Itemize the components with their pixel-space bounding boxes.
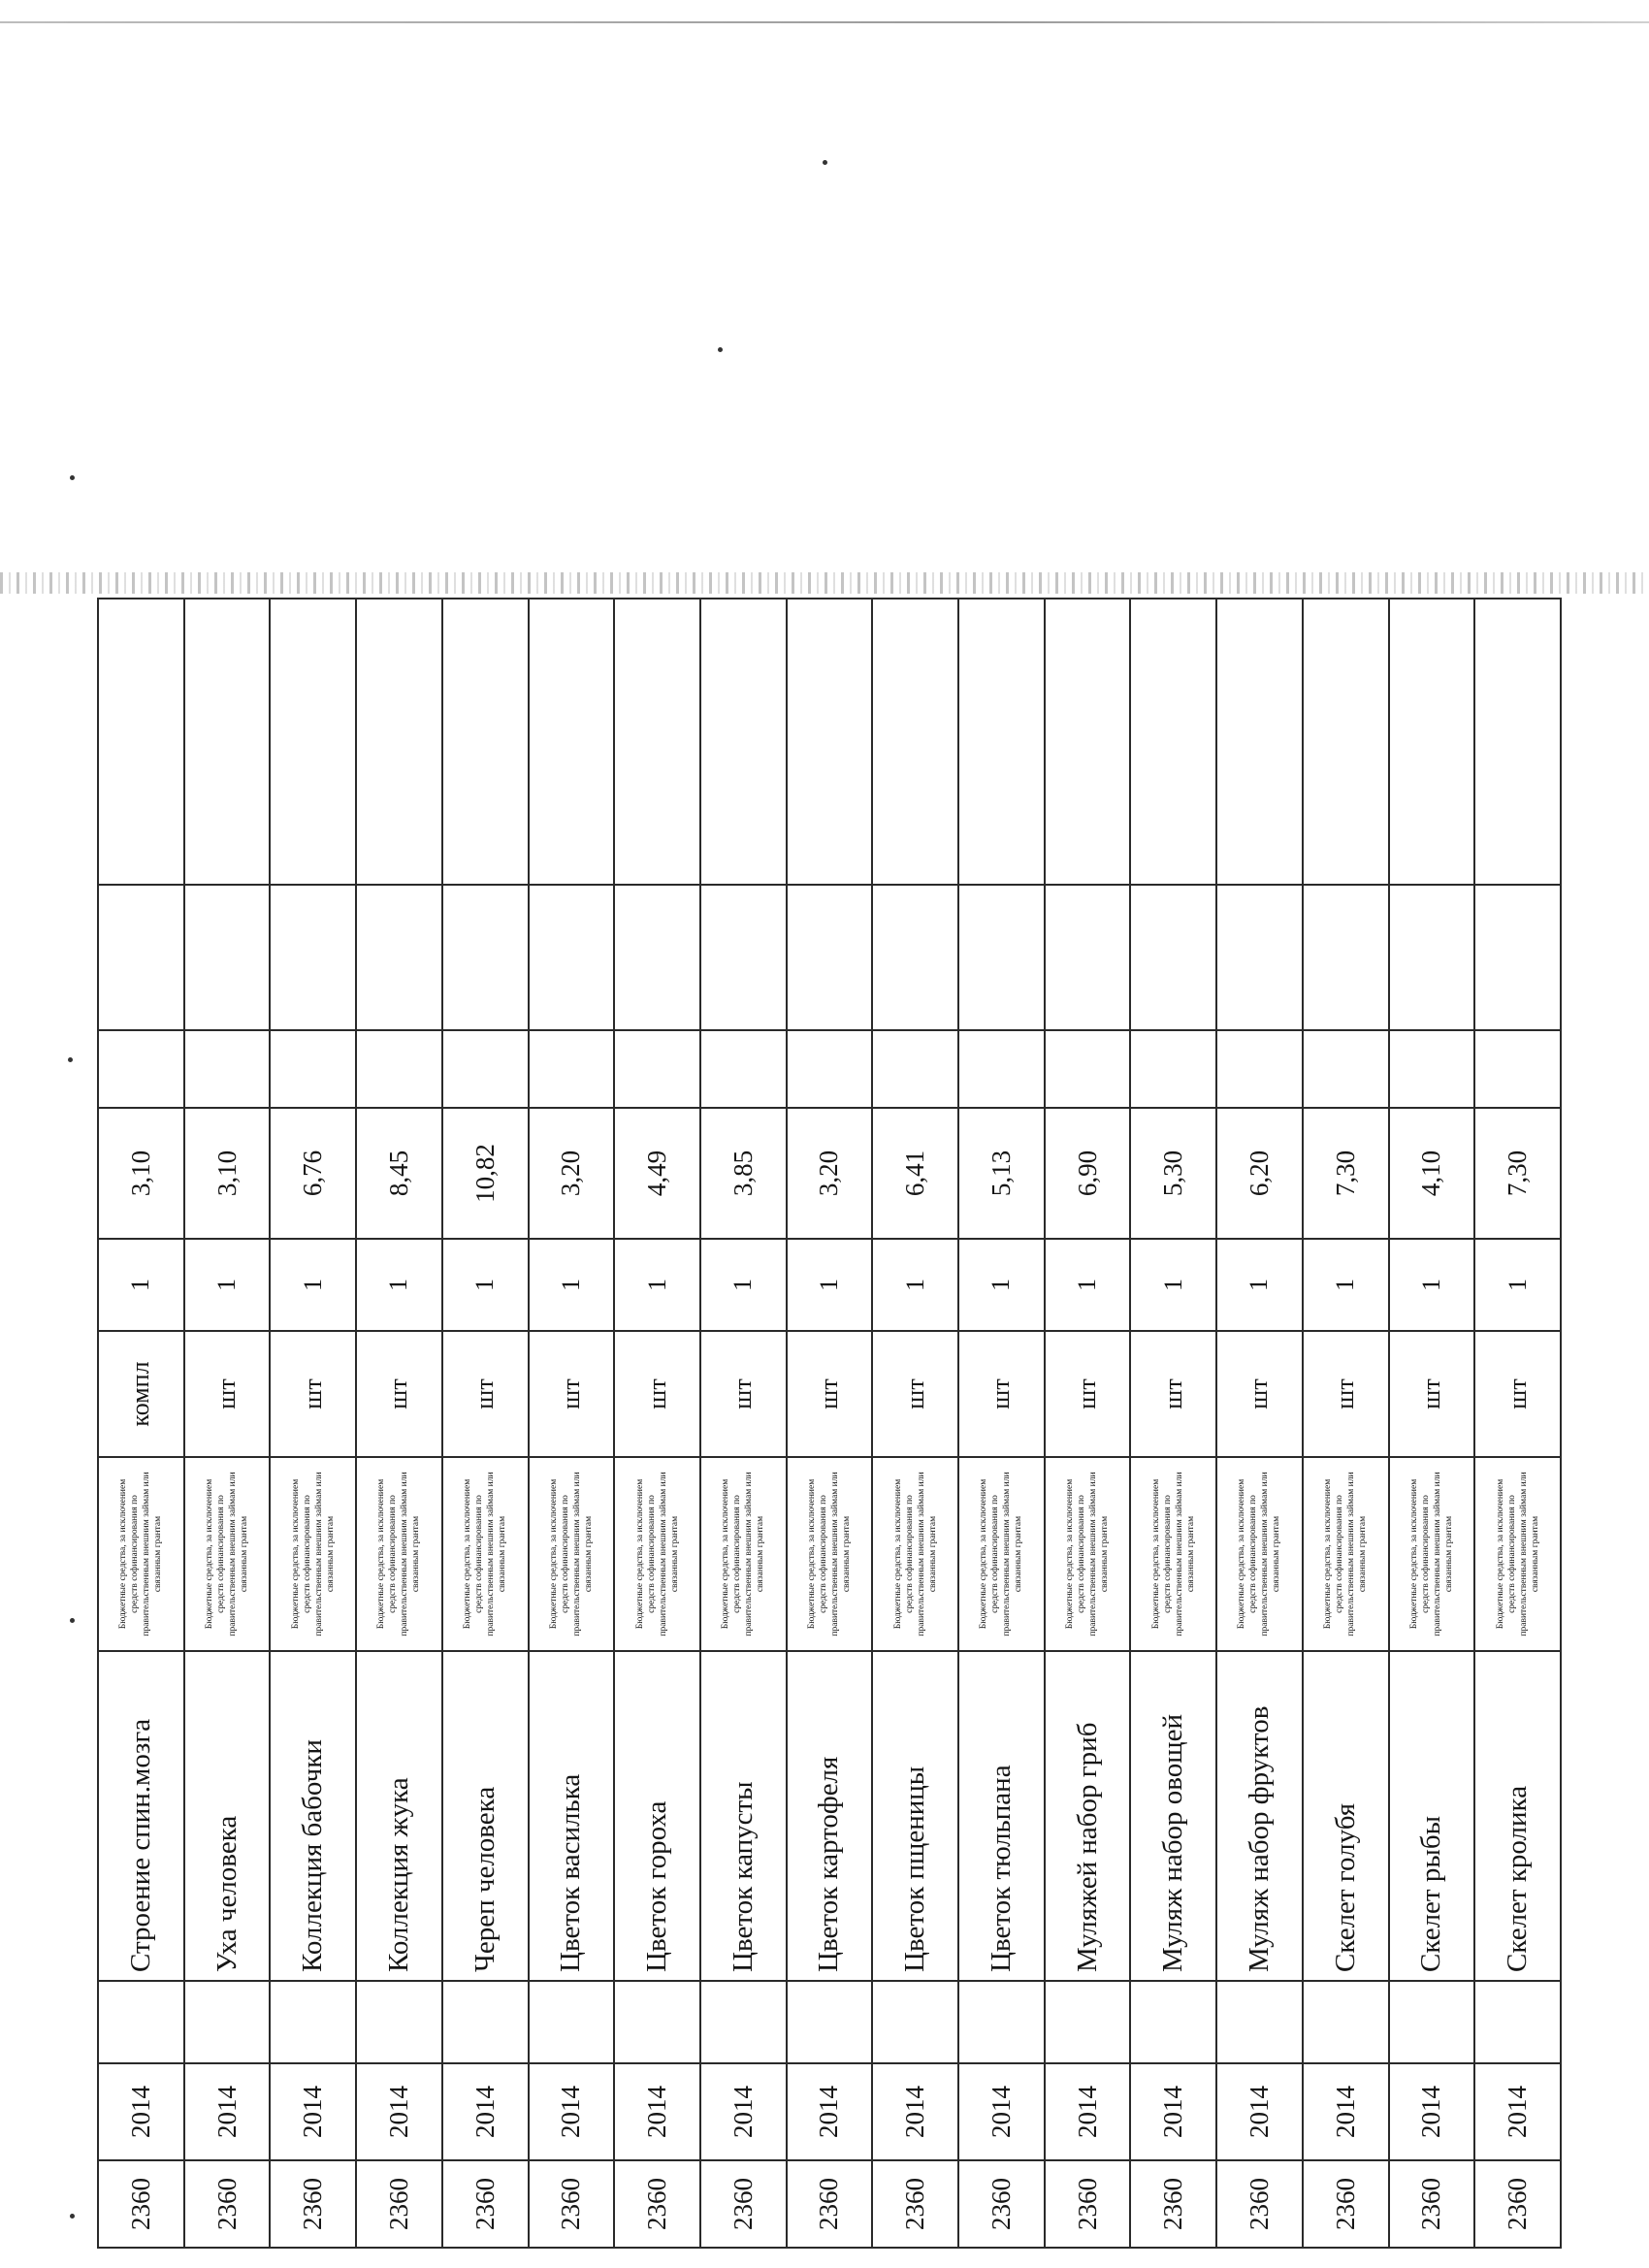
account-code-cell: 2360: [700, 2160, 787, 2248]
price-cell: 5,13: [958, 1108, 1045, 1239]
empty-cell: [872, 885, 958, 1030]
price-cell: 4,49: [614, 1108, 700, 1239]
blank-cell: [1130, 1981, 1216, 2063]
funding-source-cell: Бюджетные средства, за исключением средств софинансирования по правительственным внешним займам или связанным грантам: [1303, 1457, 1389, 1651]
price-cell: 3,10: [184, 1108, 271, 1239]
blank-cell: [1303, 1981, 1389, 2063]
table-row: [1216, 599, 1303, 2248]
account-code-cell: 2360: [787, 2160, 873, 2248]
empty-cell: [1216, 599, 1303, 885]
year-cell: 2014: [1474, 2063, 1561, 2160]
table-row: [872, 599, 958, 2248]
item-name-cell: Уха человека: [184, 1651, 271, 1981]
year-cell: 2014: [270, 2063, 356, 2160]
quantity-cell: 1: [1045, 1239, 1131, 1331]
scan-artifact-streak: [0, 572, 1649, 594]
empty-cell: [529, 1030, 615, 1108]
year-cell: 2014: [356, 2063, 442, 2160]
funding-source-cell: Бюджетные средства, за исключением средств софинансирования по правительственным внешним займам или связанным грантам: [529, 1457, 615, 1651]
empty-cell: [614, 1030, 700, 1108]
item-name-cell: Скелет голубя: [1303, 1651, 1389, 1981]
scan-speck: [823, 160, 827, 165]
quantity-cell: 1: [270, 1239, 356, 1331]
year-cell: 2014: [1303, 2063, 1389, 2160]
empty-cell: [1389, 1030, 1475, 1108]
blank-cell: [1045, 1981, 1131, 2063]
blank-cell: [958, 1981, 1045, 2063]
empty-cell: [958, 599, 1045, 885]
funding-source-cell: Бюджетные средства, за исключением средств софинансирования по правительственным внешним займам или связанным грантам: [270, 1457, 356, 1651]
account-code-cell: 2360: [98, 2160, 184, 2248]
price-cell: 3,10: [98, 1108, 184, 1239]
quantity-cell: 1: [614, 1239, 700, 1331]
account-code-cell: 2360: [529, 2160, 615, 2248]
account-code-cell: 2360: [184, 2160, 271, 2248]
price-cell: 6,41: [872, 1108, 958, 1239]
empty-cell: [787, 885, 873, 1030]
price-cell: 6,90: [1045, 1108, 1131, 1239]
quantity-cell: 1: [529, 1239, 615, 1331]
empty-cell: [1474, 885, 1561, 1030]
item-name-cell: Муляж набор фруктов: [1216, 1651, 1303, 1981]
unit-cell: компл: [98, 1331, 184, 1457]
table-row: [1130, 599, 1216, 2248]
table-body: [98, 599, 1561, 2248]
empty-cell: [270, 599, 356, 885]
unit-cell: шт: [700, 1331, 787, 1457]
empty-cell: [1216, 1030, 1303, 1108]
empty-cell: [184, 885, 271, 1030]
unit-cell: шт: [1389, 1331, 1475, 1457]
empty-cell: [787, 1030, 873, 1108]
price-cell: 7,30: [1474, 1108, 1561, 1239]
empty-cell: [1303, 885, 1389, 1030]
blank-cell: [1389, 1981, 1475, 2063]
item-name-cell: Коллекция жука: [356, 1651, 442, 1981]
year-cell: 2014: [1216, 2063, 1303, 2160]
item-name-cell: Скелет рыбы: [1389, 1651, 1475, 1981]
empty-cell: [270, 885, 356, 1030]
table-row: [614, 599, 700, 2248]
account-code-cell: 2360: [1389, 2160, 1475, 2248]
unit-cell: шт: [614, 1331, 700, 1457]
funding-source-cell: Бюджетные средства, за исключением средств софинансирования по правительственным внешним займам или связанным грантам: [184, 1457, 271, 1651]
unit-cell: шт: [1045, 1331, 1131, 1457]
year-cell: 2014: [1389, 2063, 1475, 2160]
empty-cell: [184, 599, 271, 885]
table-row: [1045, 599, 1131, 2248]
blank-cell: [787, 1981, 873, 2063]
unit-cell: шт: [356, 1331, 442, 1457]
empty-cell: [1130, 885, 1216, 1030]
blank-cell: [614, 1981, 700, 2063]
price-cell: 6,76: [270, 1108, 356, 1239]
item-name-cell: Строение спин.мозга: [98, 1651, 184, 1981]
funding-source-cell: Бюджетные средства, за исключением средств софинансирования по правительственным внешним займам или связанным грантам: [700, 1457, 787, 1651]
unit-cell: шт: [958, 1331, 1045, 1457]
empty-cell: [98, 599, 184, 885]
table-row: [270, 599, 356, 2248]
table-row: [1474, 599, 1561, 2248]
item-name-cell: Череп человека: [442, 1651, 529, 1981]
blank-cell: [270, 1981, 356, 2063]
empty-cell: [529, 599, 615, 885]
table-row: [700, 599, 787, 2248]
unit-cell: шт: [1303, 1331, 1389, 1457]
table-row: [184, 599, 271, 2248]
blank-cell: [872, 1981, 958, 2063]
table-row: [787, 599, 873, 2248]
item-name-cell: Цветок пщеницы: [872, 1651, 958, 1981]
account-code-cell: 2360: [1045, 2160, 1131, 2248]
empty-cell: [1130, 1030, 1216, 1108]
table-row: [442, 599, 529, 2248]
account-code-cell: 2360: [270, 2160, 356, 2248]
funding-source-cell: Бюджетные средства, за исключением средств софинансирования по правительственным внешним займам или связанным грантам: [442, 1457, 529, 1651]
table-row: [958, 599, 1045, 2248]
account-code-cell: 2360: [1216, 2160, 1303, 2248]
account-code-cell: 2360: [1474, 2160, 1561, 2248]
quantity-cell: 1: [356, 1239, 442, 1331]
empty-cell: [1474, 1030, 1561, 1108]
unit-cell: шт: [1130, 1331, 1216, 1457]
item-name-cell: Скелет кролика: [1474, 1651, 1561, 1981]
empty-cell: [1045, 885, 1131, 1030]
unit-cell: шт: [787, 1331, 873, 1457]
year-cell: 2014: [700, 2063, 787, 2160]
item-name-cell: Муляжей набор гриб: [1045, 1651, 1131, 1981]
blank-cell: [529, 1981, 615, 2063]
empty-cell: [184, 1030, 271, 1108]
price-cell: 3,20: [529, 1108, 615, 1239]
year-cell: 2014: [442, 2063, 529, 2160]
scan-top-edge: [0, 21, 1649, 23]
funding-source-cell: Бюджетные средства, за исключением средств софинансирования по правительственным внешним займам или связанным грантам: [98, 1457, 184, 1651]
empty-cell: [1045, 599, 1131, 885]
account-code-cell: 2360: [958, 2160, 1045, 2248]
empty-cell: [1389, 599, 1475, 885]
item-name-cell: Цветок гороха: [614, 1651, 700, 1981]
quantity-cell: 1: [1216, 1239, 1303, 1331]
quantity-cell: 1: [184, 1239, 271, 1331]
item-name-cell: Муляж набор овощей: [1130, 1651, 1216, 1981]
funding-source-cell: Бюджетные средства, за исключением средств софинансирования по правительственным внешним займам или связанным грантам: [872, 1457, 958, 1651]
year-cell: 2014: [1045, 2063, 1131, 2160]
empty-cell: [700, 885, 787, 1030]
quantity-cell: 1: [1389, 1239, 1475, 1331]
year-cell: 2014: [529, 2063, 615, 2160]
quantity-cell: 1: [1130, 1239, 1216, 1331]
blank-cell: [98, 1981, 184, 2063]
table-row: [1389, 599, 1475, 2248]
empty-cell: [98, 1030, 184, 1108]
price-cell: 7,30: [1303, 1108, 1389, 1239]
table-row: [98, 599, 184, 2248]
empty-cell: [787, 599, 873, 885]
unit-cell: шт: [872, 1331, 958, 1457]
year-cell: 2014: [1130, 2063, 1216, 2160]
price-cell: 3,85: [700, 1108, 787, 1239]
scan-speck: [70, 2214, 75, 2219]
quantity-cell: 1: [98, 1239, 184, 1331]
blank-cell: [1216, 1981, 1303, 2063]
funding-source-cell: Бюджетные средства, за исключением средств софинансирования по правительственным внешним займам или связанным грантам: [1130, 1457, 1216, 1651]
year-cell: 2014: [184, 2063, 271, 2160]
empty-cell: [1303, 599, 1389, 885]
empty-cell: [1045, 1030, 1131, 1108]
price-cell: 10,82: [442, 1108, 529, 1239]
funding-source-cell: Бюджетные средства, за исключением средств софинансирования по правительственным внешним займам или связанным грантам: [1389, 1457, 1475, 1651]
empty-cell: [958, 885, 1045, 1030]
scan-speck: [68, 1057, 73, 1062]
inventory-table: [97, 598, 1562, 2249]
blank-cell: [184, 1981, 271, 2063]
quantity-cell: 1: [442, 1239, 529, 1331]
empty-cell: [356, 885, 442, 1030]
quantity-cell: 1: [700, 1239, 787, 1331]
account-code-cell: 2360: [614, 2160, 700, 2248]
unit-cell: шт: [270, 1331, 356, 1457]
empty-cell: [614, 599, 700, 885]
empty-cell: [700, 599, 787, 885]
year-cell: 2014: [872, 2063, 958, 2160]
funding-source-cell: Бюджетные средства, за исключением средств софинансирования по правительственным внешним займам или связанным грантам: [1216, 1457, 1303, 1651]
table-row: [1303, 599, 1389, 2248]
unit-cell: шт: [529, 1331, 615, 1457]
account-code-cell: 2360: [1130, 2160, 1216, 2248]
price-cell: 3,20: [787, 1108, 873, 1239]
empty-cell: [270, 1030, 356, 1108]
funding-source-cell: Бюджетные средства, за исключением средств софинансирования по правительственным внешним займам или связанным грантам: [1045, 1457, 1131, 1651]
price-cell: 5,30: [1130, 1108, 1216, 1239]
empty-cell: [958, 1030, 1045, 1108]
blank-cell: [356, 1981, 442, 2063]
empty-cell: [356, 1030, 442, 1108]
empty-cell: [356, 599, 442, 885]
scan-speck: [70, 1618, 75, 1623]
empty-cell: [1389, 885, 1475, 1030]
unit-cell: шт: [184, 1331, 271, 1457]
year-cell: 2014: [98, 2063, 184, 2160]
empty-cell: [1216, 885, 1303, 1030]
rotated-table-wrapper: [97, 599, 1562, 2249]
quantity-cell: 1: [1474, 1239, 1561, 1331]
blank-cell: [700, 1981, 787, 2063]
empty-cell: [529, 885, 615, 1030]
account-code-cell: 2360: [872, 2160, 958, 2248]
item-name-cell: Цветок василька: [529, 1651, 615, 1981]
price-cell: 4,10: [1389, 1108, 1475, 1239]
quantity-cell: 1: [787, 1239, 873, 1331]
empty-cell: [1474, 599, 1561, 885]
blank-cell: [442, 1981, 529, 2063]
empty-cell: [442, 1030, 529, 1108]
price-cell: 6,20: [1216, 1108, 1303, 1239]
table-row: [529, 599, 615, 2248]
year-cell: 2014: [787, 2063, 873, 2160]
quantity-cell: 1: [872, 1239, 958, 1331]
empty-cell: [700, 1030, 787, 1108]
item-name-cell: Коллекция бабочки: [270, 1651, 356, 1981]
empty-cell: [872, 599, 958, 885]
year-cell: 2014: [614, 2063, 700, 2160]
empty-cell: [442, 885, 529, 1030]
item-name-cell: Цветок картофеля: [787, 1651, 873, 1981]
quantity-cell: 1: [1303, 1239, 1389, 1331]
empty-cell: [1303, 1030, 1389, 1108]
blank-cell: [1474, 1981, 1561, 2063]
item-name-cell: Цветок тюльпана: [958, 1651, 1045, 1981]
unit-cell: шт: [442, 1331, 529, 1457]
empty-cell: [872, 1030, 958, 1108]
empty-cell: [614, 885, 700, 1030]
empty-cell: [1130, 599, 1216, 885]
scan-speck: [70, 475, 75, 480]
funding-source-cell: Бюджетные средства, за исключением средств софинансирования по правительственным внешним займам или связанным грантам: [958, 1457, 1045, 1651]
unit-cell: шт: [1216, 1331, 1303, 1457]
account-code-cell: 2360: [1303, 2160, 1389, 2248]
empty-cell: [98, 885, 184, 1030]
empty-cell: [442, 599, 529, 885]
item-name-cell: Цветок капусты: [700, 1651, 787, 1981]
scan-speck: [718, 347, 723, 352]
unit-cell: шт: [1474, 1331, 1561, 1457]
quantity-cell: 1: [958, 1239, 1045, 1331]
funding-source-cell: Бюджетные средства, за исключением средств софинансирования по правительственным внешним займам или связанным грантам: [1474, 1457, 1561, 1651]
account-code-cell: 2360: [356, 2160, 442, 2248]
funding-source-cell: Бюджетные средства, за исключением средств софинансирования по правительственным внешним займам или связанным грантам: [356, 1457, 442, 1651]
table-row: [356, 599, 442, 2248]
year-cell: 2014: [958, 2063, 1045, 2160]
price-cell: 8,45: [356, 1108, 442, 1239]
funding-source-cell: Бюджетные средства, за исключением средств софинансирования по правительственным внешним займам или связанным грантам: [614, 1457, 700, 1651]
funding-source-cell: Бюджетные средства, за исключением средств софинансирования по правительственным внешним займам или связанным грантам: [787, 1457, 873, 1651]
account-code-cell: 2360: [442, 2160, 529, 2248]
